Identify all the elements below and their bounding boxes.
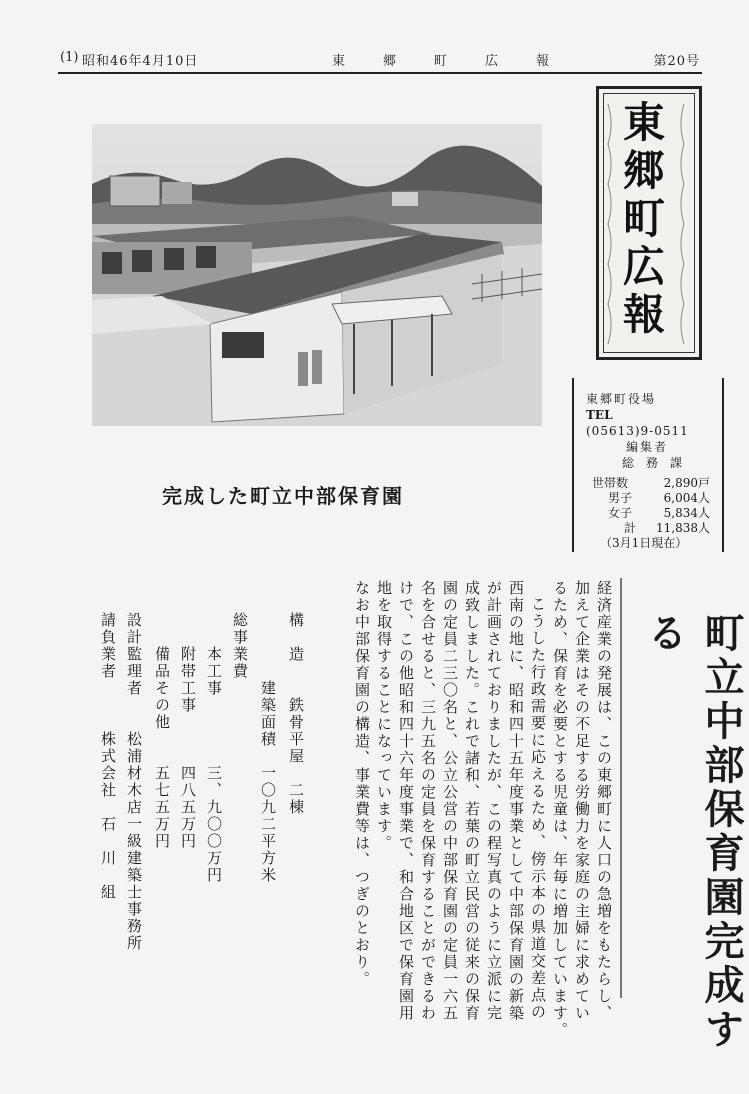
as-of-date: （3月1日現在） — [600, 536, 688, 550]
article-paragraph-line: 名を合せると、三九五名の定員を保育することができるわ — [419, 580, 437, 1022]
stat-value: 2,890戸 — [663, 476, 710, 490]
article-paragraph-line: が計画されておりましたが、この程写真のように立派に完 — [485, 580, 503, 1022]
tel-number: (05613)9-0511 — [586, 424, 689, 438]
department-name: 総 務 課 — [622, 456, 683, 470]
article-headline: 町立中部保育園完成する — [641, 612, 744, 1052]
article-paragraph-line: なお中部保育園の構造、事業費等は、つぎのとおり。 — [353, 580, 371, 988]
issue-number: 第20号 — [653, 54, 700, 69]
editor-label: 編集者 — [626, 440, 669, 454]
article-paragraph-line: こうした行政需要に応えるため、傍示本の県道交差点の — [529, 596, 547, 1021]
masthead-char: 報 — [622, 290, 665, 339]
nursery-school-photo — [92, 124, 542, 426]
spec-main-construction: 本工事 三、九〇〇万円 — [205, 612, 223, 884]
article-paragraph-line: 地を取得することになっています。 — [375, 580, 393, 852]
masthead-logo — [596, 86, 702, 360]
article-paragraph-line: るため、保育を必要とする児童は、年毎に増加しています。 — [551, 580, 569, 1039]
spec-structure: 構 造 鉄骨平屋 二棟 — [287, 612, 305, 816]
photo-caption: 完成した町立中部保育園 — [162, 484, 404, 508]
spec-design-supervisor: 設計監理者 松浦材木店一級建築士事務所 — [125, 612, 143, 952]
office-name: 東郷町役場 — [586, 392, 657, 406]
headline-divider — [620, 578, 622, 998]
header-divider — [58, 72, 702, 74]
spec-floor-area: 建築面積 一〇九二平方米 — [259, 612, 277, 884]
stat-value: 6,004人 — [663, 491, 710, 505]
stat-label: 女子 — [608, 506, 633, 520]
article-paragraph-line: 加えて企業はその不足する労働力を家庭の主婦に求めてい — [573, 580, 591, 1022]
page-header — [60, 50, 700, 70]
stat-label: 世帯数 — [592, 476, 629, 490]
stat-value: 11,838人 — [656, 521, 710, 535]
issue-date: 昭和46年4月10日 — [82, 54, 199, 69]
article-paragraph-line: 西南の地に、昭和四十五年度事業として中部保育園の新築 — [507, 580, 525, 1022]
article-paragraph-line: けで、この他昭和四十六年度事業で、和合地区で保育園用 — [397, 580, 415, 1022]
stat-label: 計 — [624, 521, 637, 535]
masthead-char: 東 — [622, 98, 665, 147]
spec-ancillary-construction: 附帯工事 四八五万円 — [179, 612, 197, 850]
masthead-char: 郷 — [622, 146, 665, 195]
masthead-char: 町 — [622, 194, 665, 243]
spec-equipment-other: 備品その他 五七五万円 — [153, 612, 171, 850]
newsletter-title: 東郷町広報 — [332, 54, 588, 69]
article-paragraph-line: 園の定員二三〇名と、公立公営の中部保育園の定員一六五 — [441, 580, 459, 1022]
article-paragraph-line: 成致しました。これで諸和、若葉の町立民営の従来の保育 — [463, 580, 481, 1022]
article-paragraph-line: 経済産業の発展は、この東郷町に人口の急増をもたらし、 — [595, 580, 613, 1022]
stat-label: 男子 — [608, 491, 633, 505]
stat-value: 5,834人 — [663, 506, 710, 520]
masthead-char: 広 — [622, 242, 665, 291]
tel-label: TEL — [586, 408, 613, 422]
spec-contractor: 請負業者 株式会社 石 川 組 — [99, 612, 117, 901]
spec-total-cost-label: 総事業費 — [231, 612, 249, 680]
publisher-info-box — [572, 378, 724, 552]
page-number: (1) — [60, 50, 79, 65]
